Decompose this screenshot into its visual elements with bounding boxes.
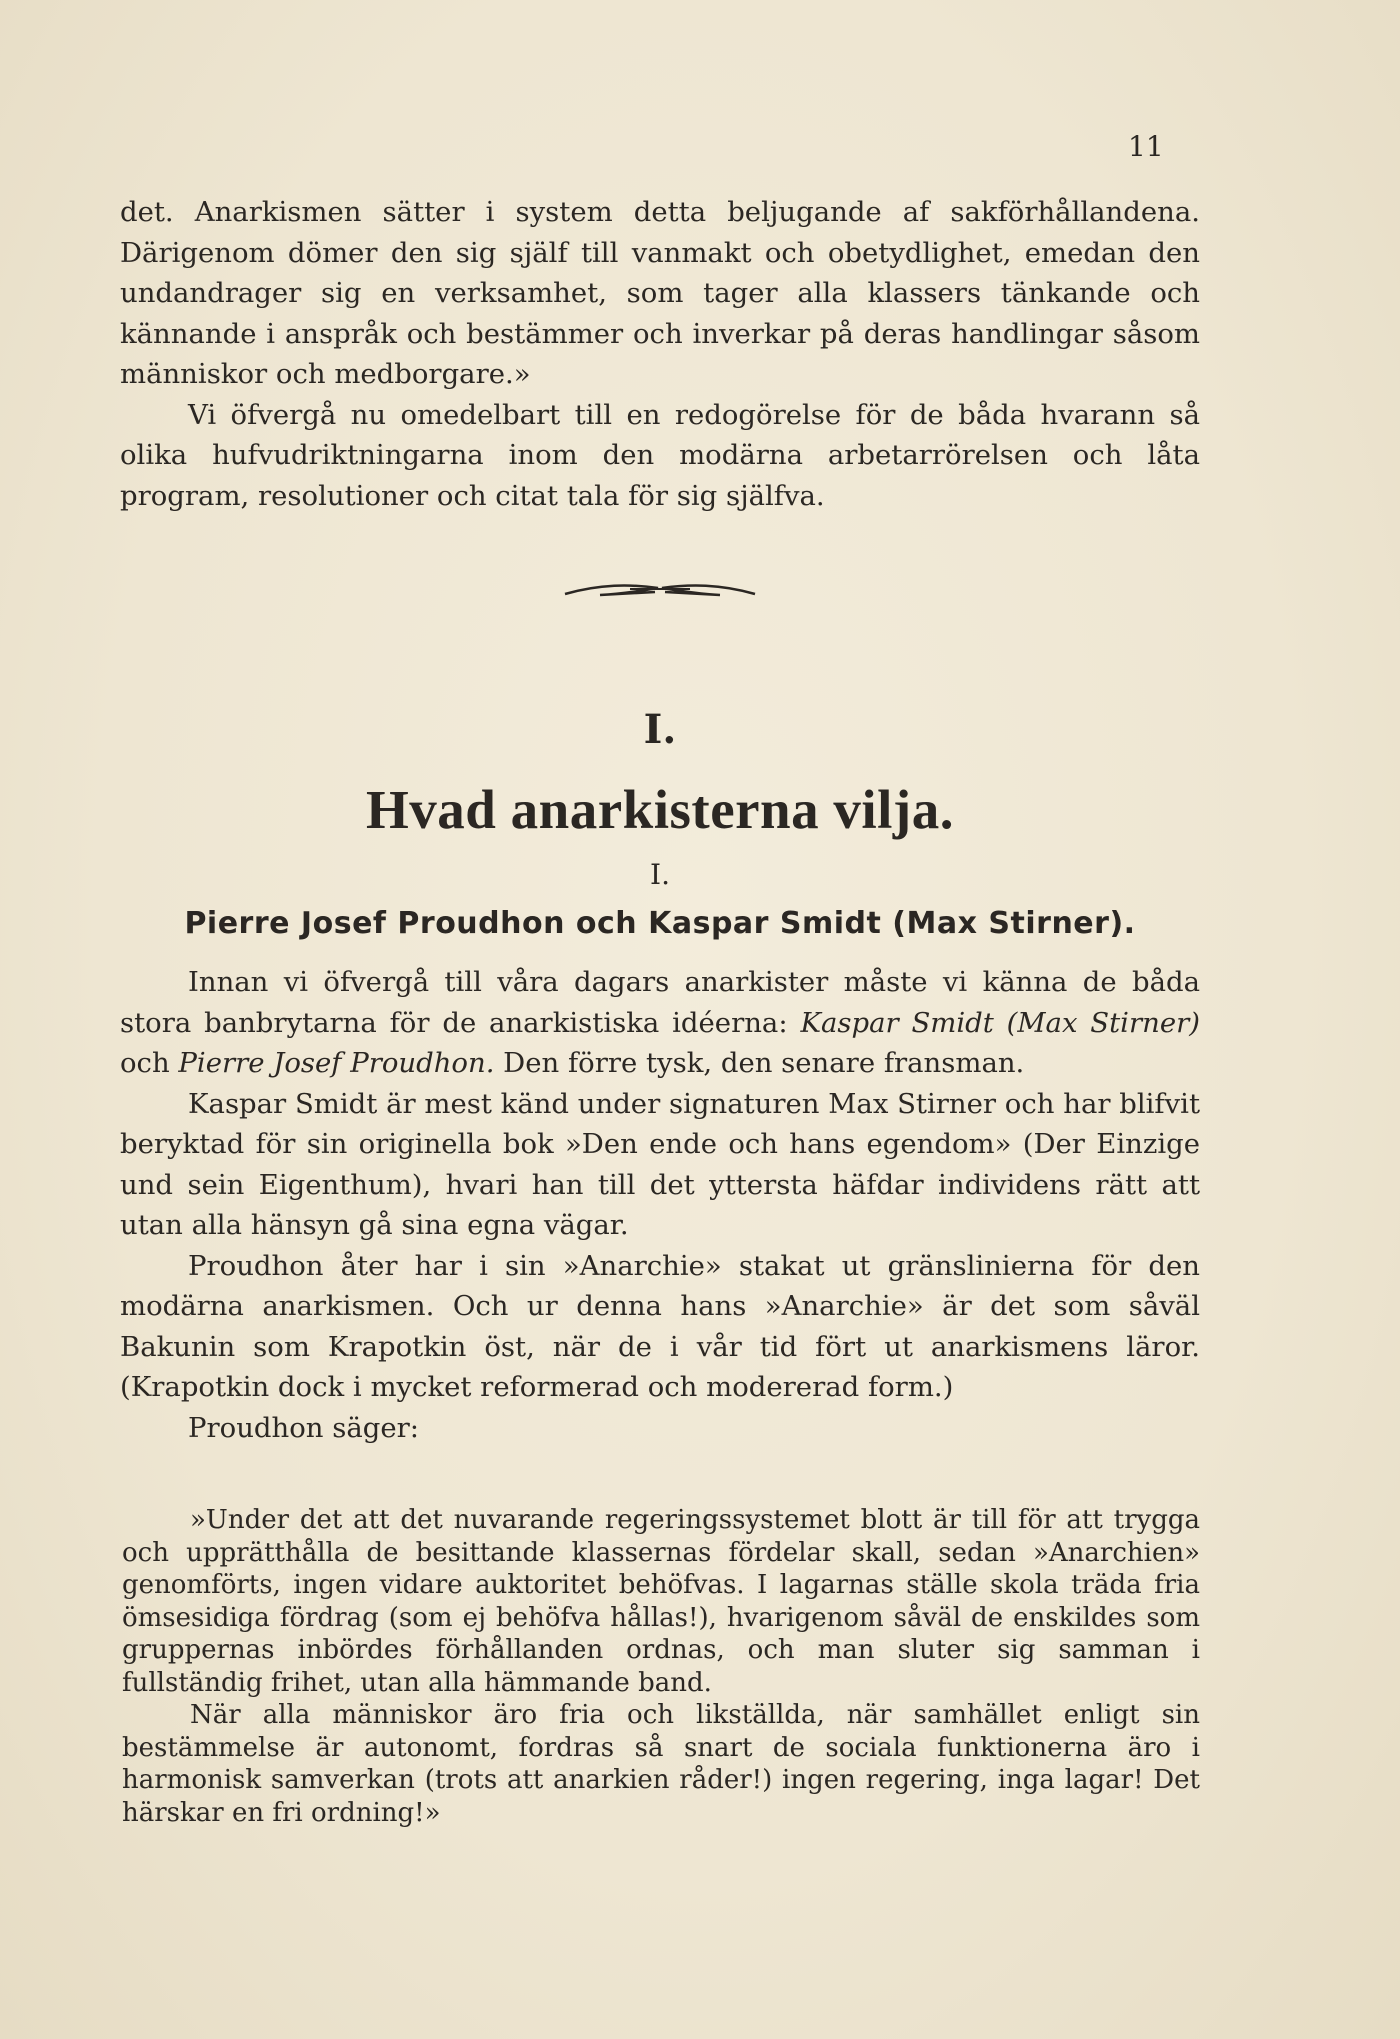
body-paragraph-1 bbox=[120, 962, 1200, 1084]
intro-paragraph-1: det. Anarkismen sätter i system detta beljugande af sakförhållandena. Därigenom dömer den sig själf till vanmakt och obetydlighet, emedan den undandrager sig en verksamhet, som tager alla klassers tänkande och kännande i anspråk och bestämmer och inverkar på deras handlingar såsom människor och medborgare.» bbox=[120, 196, 1200, 390]
body-paragraph-3: Proudhon åter har i sin »Anarchie» stakat ut gränslinierna för den modärna anarkismen. Och ur denna hans »Anarchie» är det som såväl Bakunin som Krapotkin öst, när de i vår tid fört ut anarkismens läror. (Krapotkin dock i mycket reformerad och modererad form.) bbox=[120, 1249, 1200, 1403]
body-paragraph-1-text: Innan vi öfvergå till våra dagars anarkister måste vi känna de båda stora banbrytarna för de anarkistiska idéerna: bbox=[120, 966, 1200, 1039]
proudhon-quote bbox=[122, 1504, 1200, 1829]
quote-paragraph-1: »Under det att det nuvarande regeringssystemet blott är till för att trygga och upprätthålla de besittande klassernas fördelar skall, sedan »Anarchien» genomförts, ingen vidare auktoritet behöfvas. I lagarnas ställe skola träda fria ömsesidiga fördrag (som ej behöfva hållas!), hvarigenom såväl de enskildes som gruppernas inbördes förhållanden ordnas, och man sluter sig samman i fullständig frihet, utan alla hämmande band. bbox=[122, 1505, 1200, 1698]
body-paragraph-1-end: Den förre tysk, den senare fransman. bbox=[494, 1047, 1025, 1079]
italic-name-stirner: Kaspar Smidt (Max Stirner) bbox=[800, 1006, 1200, 1039]
body-paragraph-4: Proudhon säger: bbox=[188, 1411, 420, 1444]
page-number: 11 bbox=[1128, 130, 1164, 163]
section-number: I. bbox=[643, 706, 677, 753]
body-paragraph-1-connector: och bbox=[120, 1047, 179, 1079]
intro-paragraph-2: Vi öfvergå nu omedelbart till en redogörelse för de båda hvarann så olika hufvudriktningarna inom den modärna arbetarrörelsen och låta program, resolutioner och citat tala för sig själfva. bbox=[120, 398, 1200, 512]
quote-paragraph-2: När alla människor äro fria och likställda, när samhället enligt sin bestämmelse är autonomt, fordras så snart de sociala funktionerna äro i harmonisk samverkan (trots att anarkien råder!) ingen regering, inga lagar! Det härskar en fri ordning!» bbox=[122, 1700, 1200, 1828]
body-paragraph-2: Kaspar Smidt är mest känd under signaturen Max Stirner och har blifvit beryktad för sin originella bok »Den ende och hans egendom» (Der Einzige und sein Eigenthum), hvari han till det yttersta häfdar individens rätt att utan alla hänsyn gå sina egna vägar. bbox=[120, 1087, 1200, 1241]
subsection-heading: Pierre Josef Proudhon och Kaspar Smidt (Max Stirner). bbox=[184, 906, 1136, 941]
chapter-title: Hvad anarkisterna vilja. bbox=[366, 779, 954, 840]
decorative-ornament bbox=[560, 576, 760, 606]
body-text bbox=[120, 962, 1200, 1448]
italic-name-proudhon: Pierre Josef Proudhon. bbox=[178, 1047, 495, 1079]
intro-text bbox=[120, 192, 1200, 516]
subsection-number: I. bbox=[650, 858, 670, 891]
